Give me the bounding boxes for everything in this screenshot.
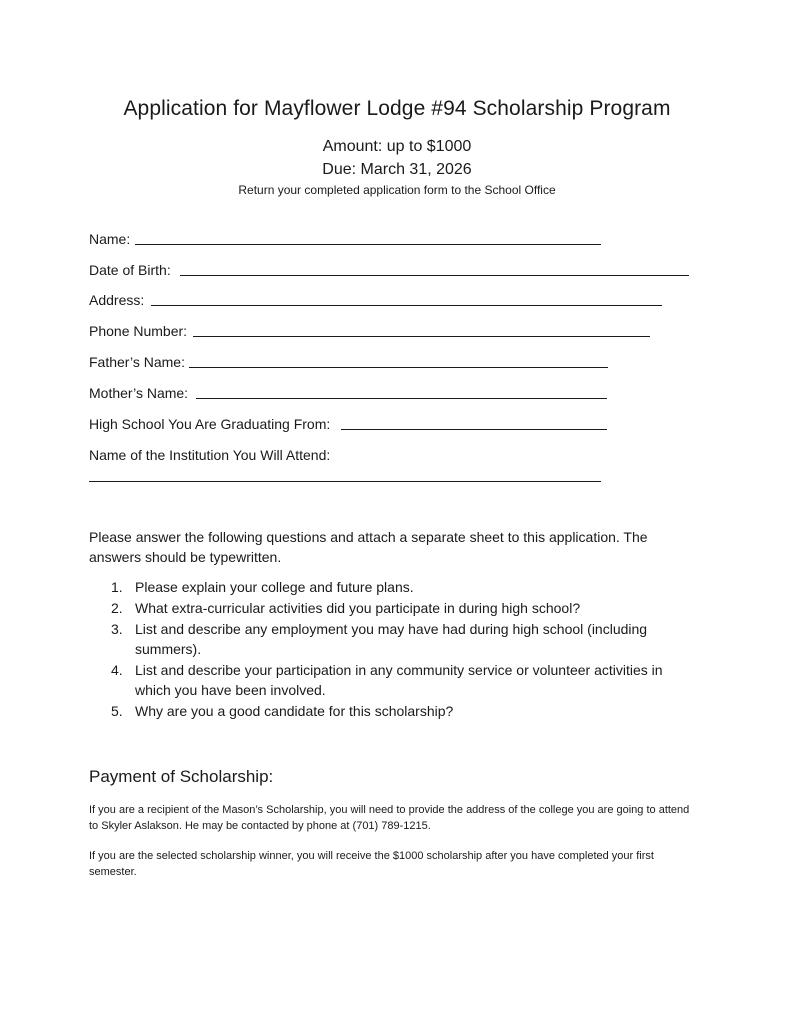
- question-text: List and describe any employment you may have had during high school (including summers).: [135, 621, 648, 657]
- name-label: Name:: [89, 231, 131, 247]
- address-field[interactable]: [151, 305, 662, 306]
- question-text: List and describe your participation in any community service or volunteer activities in which you have been involved.: [135, 662, 663, 698]
- father-name-field[interactable]: [189, 367, 608, 368]
- list-item: [89, 598, 689, 618]
- question-number: 3.: [111, 621, 123, 637]
- payment-section-title: Payment of Scholarship:: [89, 767, 274, 786]
- address-label: Address:: [89, 292, 145, 308]
- phone-label: Phone Number:: [89, 323, 188, 339]
- institution-label: Name of the Institution You Will Attend:: [89, 447, 331, 463]
- return-instructions: Return your completed application form to the School Office: [238, 183, 556, 197]
- dob-label: Date of Birth:: [89, 262, 171, 278]
- due-date-line: Due: March 31, 2026: [322, 161, 472, 178]
- list-item: [89, 619, 689, 659]
- name-field[interactable]: [135, 244, 601, 245]
- mother-name-field[interactable]: [196, 398, 607, 399]
- father-name-label: Father’s Name:: [89, 354, 185, 370]
- institution-field[interactable]: [89, 481, 601, 482]
- question-number: 1.: [111, 579, 123, 595]
- question-number: 2.: [111, 600, 123, 616]
- question-text: Why are you a good candidate for this scholarship?: [135, 703, 454, 719]
- phone-field[interactable]: [193, 336, 650, 337]
- list-item: [89, 660, 689, 700]
- dob-field[interactable]: [180, 275, 689, 276]
- list-item: [89, 577, 689, 597]
- payment-paragraph-recipient: If you are a recipient of the Mason’s Scholarship, you will need to provide the address of the college you are going to attend to Skyler Aslakson. He may be contacted by phone at (701) 789-1215.: [89, 804, 690, 832]
- question-number: 4.: [111, 662, 123, 678]
- high-school-field[interactable]: [341, 429, 607, 430]
- instructions-text: Please answer the following questions and attach a separate sheet to this application. The answers should be typewritten.: [89, 529, 648, 565]
- page-title: Application for Mayflower Lodge #94 Scholarship Program: [123, 97, 671, 120]
- amount-line: Amount: up to $1000: [322, 138, 472, 155]
- payment-paragraph-winner: If you are the selected scholarship winner, you will receive the $1000 scholarship after you have completed your first semester.: [89, 850, 654, 878]
- mother-name-label: Mother’s Name:: [89, 385, 189, 401]
- list-item: [89, 701, 689, 721]
- high-school-label: High School You Are Graduating From:: [89, 416, 331, 432]
- questions-list: [89, 577, 689, 722]
- question-number: 5.: [111, 703, 123, 719]
- question-text: What extra-curricular activities did you participate in during high school?: [135, 600, 581, 616]
- question-text: Please explain your college and future plans.: [135, 579, 414, 595]
